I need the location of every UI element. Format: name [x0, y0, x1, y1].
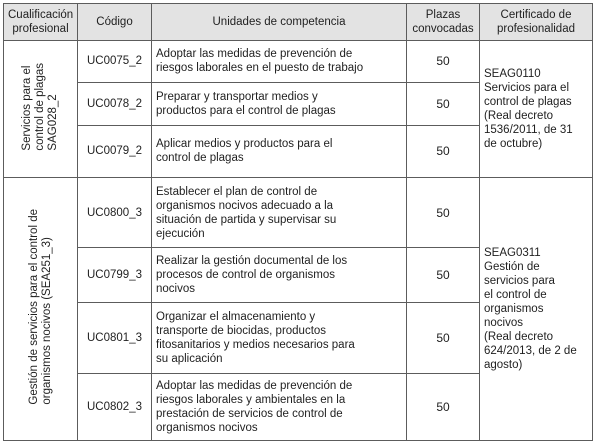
- header-cualificacion: Cualificación profesional: [4, 4, 78, 41]
- table-row: [4, 41, 593, 83]
- header-row: [4, 4, 593, 41]
- unidad-cell: Adoptar las medidas de prevención de riesgos laborales y ambientales en la prestación de servicios de control de organismos nocivos: [152, 373, 407, 440]
- plazas-cell: 50: [407, 248, 480, 302]
- competency-table: [3, 3, 593, 441]
- header-certificado: Certificado de profesionalidad: [480, 4, 593, 41]
- plazas-cell: 50: [407, 373, 480, 440]
- codigo-cell: UC0079_2: [78, 125, 152, 177]
- plazas-cell: 50: [407, 125, 480, 177]
- codigo-cell: UC0801_3: [78, 302, 152, 373]
- unidad-cell: Realizar la gestión documental de los procesos de control de organismos nocivos: [152, 248, 407, 302]
- header-plazas: Plazas convocadas: [407, 4, 480, 41]
- codigo-cell: UC0078_2: [78, 82, 152, 125]
- certificado-cell: SEAG0110 Servicios para el control de plagas (Real decreto 1536/2011, de 31 de octubre): [480, 41, 593, 178]
- plazas-cell: 50: [407, 302, 480, 373]
- certificado-cell: SEAG0311 Gestión de servicios para el control de organismos nocivos (Real decreto 624/2013, de 2 de agosto): [480, 178, 593, 441]
- unidad-cell: Organizar el almacenamiento y transporte de biocidas, productos fitosanitarios y medios necesarios para su aplicación: [152, 302, 407, 373]
- unidad-cell: Adoptar las medidas de prevención de riesgos laborales en el puesto de trabajo: [152, 41, 407, 83]
- codigo-cell: UC0799_3: [78, 248, 152, 302]
- unidad-cell: Preparar y transportar medios y productos para el control de plagas: [152, 82, 407, 125]
- codigo-cell: UC0802_3: [78, 373, 152, 440]
- plazas-cell: 50: [407, 82, 480, 125]
- header-unidades: Unidades de competencia: [152, 4, 407, 41]
- cualificacion-cell: Servicios para el control de plagas SAG028_2: [4, 41, 78, 178]
- table-row: [4, 178, 593, 248]
- unidad-cell: Aplicar medios y productos para el control de plagas: [152, 125, 407, 177]
- plazas-cell: 50: [407, 41, 480, 83]
- codigo-cell: UC0800_3: [78, 178, 152, 248]
- cualificacion-cell: Gestión de servicios para el control de organismos nocivos (SEA251_3): [4, 178, 78, 441]
- header-codigo: Código: [78, 4, 152, 41]
- codigo-cell: UC0075_2: [78, 41, 152, 83]
- unidad-cell: Establecer el plan de control de organismos nocivos adecuado a la situación de partida y supervisar su ejecución: [152, 178, 407, 248]
- plazas-cell: 50: [407, 178, 480, 248]
